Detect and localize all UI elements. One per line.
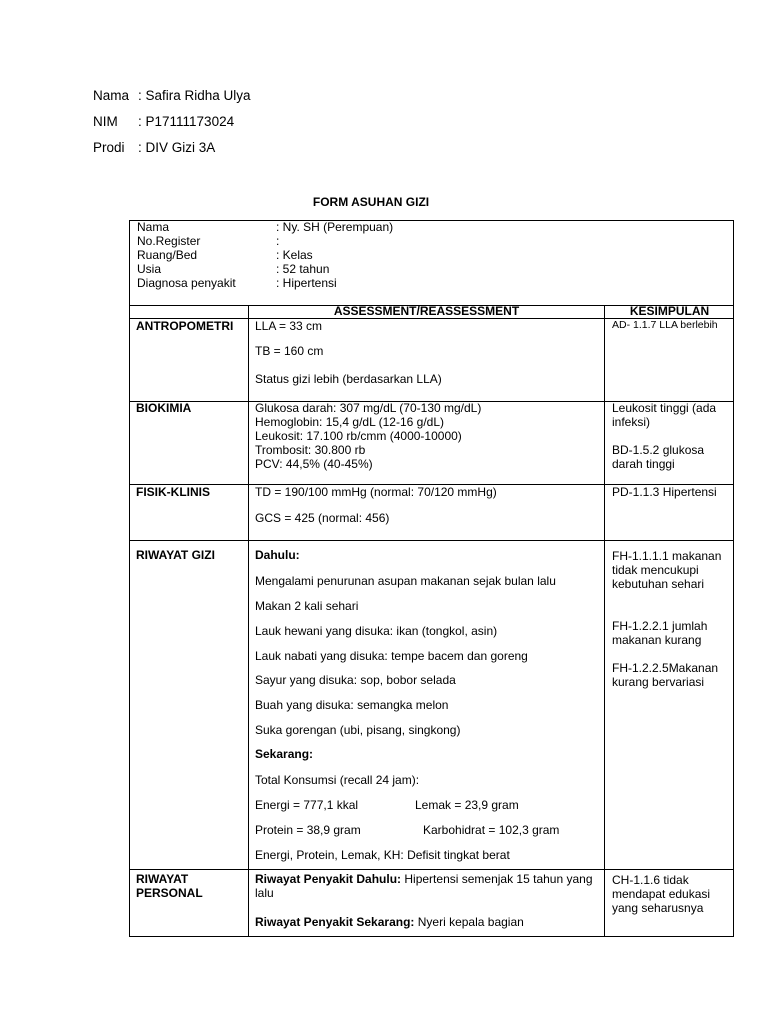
patient-name-label: Nama — [137, 220, 170, 234]
student-name-value: : Safira Ridha Ulya — [138, 88, 251, 103]
patient-age-value: : 52 tahun — [276, 262, 330, 276]
patient-diagnosis-label: Diagnosa penyakit — [137, 276, 236, 290]
student-name-row — [93, 88, 251, 104]
past-illness-label: Riwayat Penyakit Dahulu: — [255, 872, 402, 886]
diet-history-item: Sayur yang disuka: sop, bobor selada — [255, 673, 456, 687]
current-illness-value: Nyeri kepala bagian — [414, 915, 524, 929]
nutrition-status: Status gizi lebih (berdasarkan LLA) — [255, 372, 442, 386]
dahulu-heading: Dahulu: — [255, 548, 300, 562]
recall-label: Total Konsumsi (recall 24 jam): — [255, 773, 420, 787]
student-nim-label: NIM — [93, 114, 118, 129]
intake-deficit: Energi, Protein, Lemak, KH: Defisit tingkat berat — [255, 848, 510, 862]
biokimia-conclusion-1: Leukosit tinggi (ada infeksi) — [612, 401, 717, 429]
patient-room-label: Ruang/Bed — [137, 248, 198, 262]
biokimia-label: BIOKIMIA — [136, 401, 192, 415]
karbohidrat-intake: Karbohidrat = 102,3 gram — [423, 823, 560, 837]
lla-value: LLA = 33 cm — [255, 319, 323, 333]
assessment-column-header: ASSESSMENT/REASSESSMENT — [333, 304, 520, 318]
antropometri-label: ANTROPOMETRI — [136, 319, 234, 333]
diet-history-item: Buah yang disuka: semangka melon — [255, 698, 449, 712]
sekarang-heading: Sekarang: — [255, 747, 314, 761]
table-divider — [129, 540, 734, 541]
patient-name-value: : Ny. SH (Perempuan) — [276, 220, 394, 234]
riwayat-gizi-conclusion-1: FH-1.1.1.1 makanan tidak mencukupi kebutuhan sehari — [612, 549, 722, 591]
patient-register-value: : — [276, 234, 280, 248]
diet-history-item: Suka gorengan (ubi, pisang, singkong) — [255, 723, 461, 737]
kesimpulan-column-header: KESIMPULAN — [629, 304, 710, 318]
gcs-value: GCS = 425 (normal: 456) — [255, 511, 390, 525]
past-illness-value: Hipertensi semenjak 15 tahun yang lalu — [255, 872, 593, 900]
diet-history-item: Lauk nabati yang disuka: tempe bacem dan goreng — [255, 649, 528, 663]
table-divider — [129, 869, 734, 870]
biokimia-conclusion-2: BD-1.5.2 glukosa darah tinggi — [612, 443, 705, 471]
riwayat-gizi-label: RIWAYAT GIZI — [136, 548, 215, 562]
diet-history-item: Lauk hewani yang disuka: ikan (tongkol, asin) — [255, 624, 498, 638]
patient-diagnosis-value: : Hipertensi — [276, 276, 337, 290]
fisik-conclusion: PD-1.1.3 Hipertensi — [612, 485, 717, 499]
student-name-label: Nama — [93, 88, 130, 103]
patient-register-label: No.Register — [137, 234, 201, 248]
past-illness — [255, 873, 600, 901]
patient-age-label: Usia — [137, 262, 162, 276]
patient-room-value: : Kelas — [276, 248, 313, 262]
protein-intake: Protein = 38,9 gram — [255, 823, 361, 837]
student-nim-row — [93, 114, 234, 130]
form-title: FORM ASUHAN GIZI — [312, 195, 430, 209]
fisik-klinis-label: FISIK-KLINIS — [136, 485, 210, 499]
diet-history-item: Makan 2 kali sehari — [255, 599, 359, 613]
lab-hemoglobin: Hemoglobin: 15,4 g/dL (12-16 g/dL) — [255, 415, 445, 429]
riwayat-gizi-conclusion-2: FH-1.2.2.1 jumlah makanan kurang — [612, 619, 708, 647]
antropometri-conclusion: AD- 1.1.7 LLA berlebih — [612, 319, 718, 331]
student-prodi-row — [93, 140, 215, 156]
lab-pcv: PCV: 44,5% (40-45%) — [255, 457, 373, 471]
current-illness-label: Riwayat Penyakit Sekarang: — [255, 915, 415, 929]
column-divider — [604, 305, 605, 937]
riwayat-gizi-conclusion-3: FH-1.2.2.5Makanan kurang bervariasi — [612, 661, 719, 689]
tb-value: TB = 160 cm — [255, 344, 324, 358]
energi-intake: Energi = 777,1 kkal — [255, 798, 359, 812]
student-prodi-value: : DIV Gizi 3A — [138, 140, 216, 155]
riwayat-personal-label: RIWAYAT PERSONAL — [136, 872, 203, 900]
blood-pressure: TD = 190/100 mmHg (normal: 70/120 mmHg) — [255, 485, 497, 499]
column-divider — [248, 305, 249, 937]
current-illness — [255, 916, 524, 930]
diet-history-item: Mengalami penurunan asupan makanan sejak bulan lalu — [255, 574, 556, 588]
lemak-intake: Lemak = 23,9 gram — [415, 798, 519, 812]
student-prodi-label: Prodi — [93, 140, 125, 155]
lab-glukosa: Glukosa darah: 307 mg/dL (70-130 mg/dL) — [255, 401, 482, 415]
lab-trombosit: Trombosit: 30.800 rb — [255, 443, 366, 457]
riwayat-personal-conclusion: CH-1.1.6 tidak mendapat edukasi yang seharusnya — [612, 873, 711, 915]
lab-leukosit: Leukosit: 17.100 rb/cmm (4000-10000) — [255, 429, 462, 443]
student-nim-value: : P17111173024 — [138, 114, 235, 129]
